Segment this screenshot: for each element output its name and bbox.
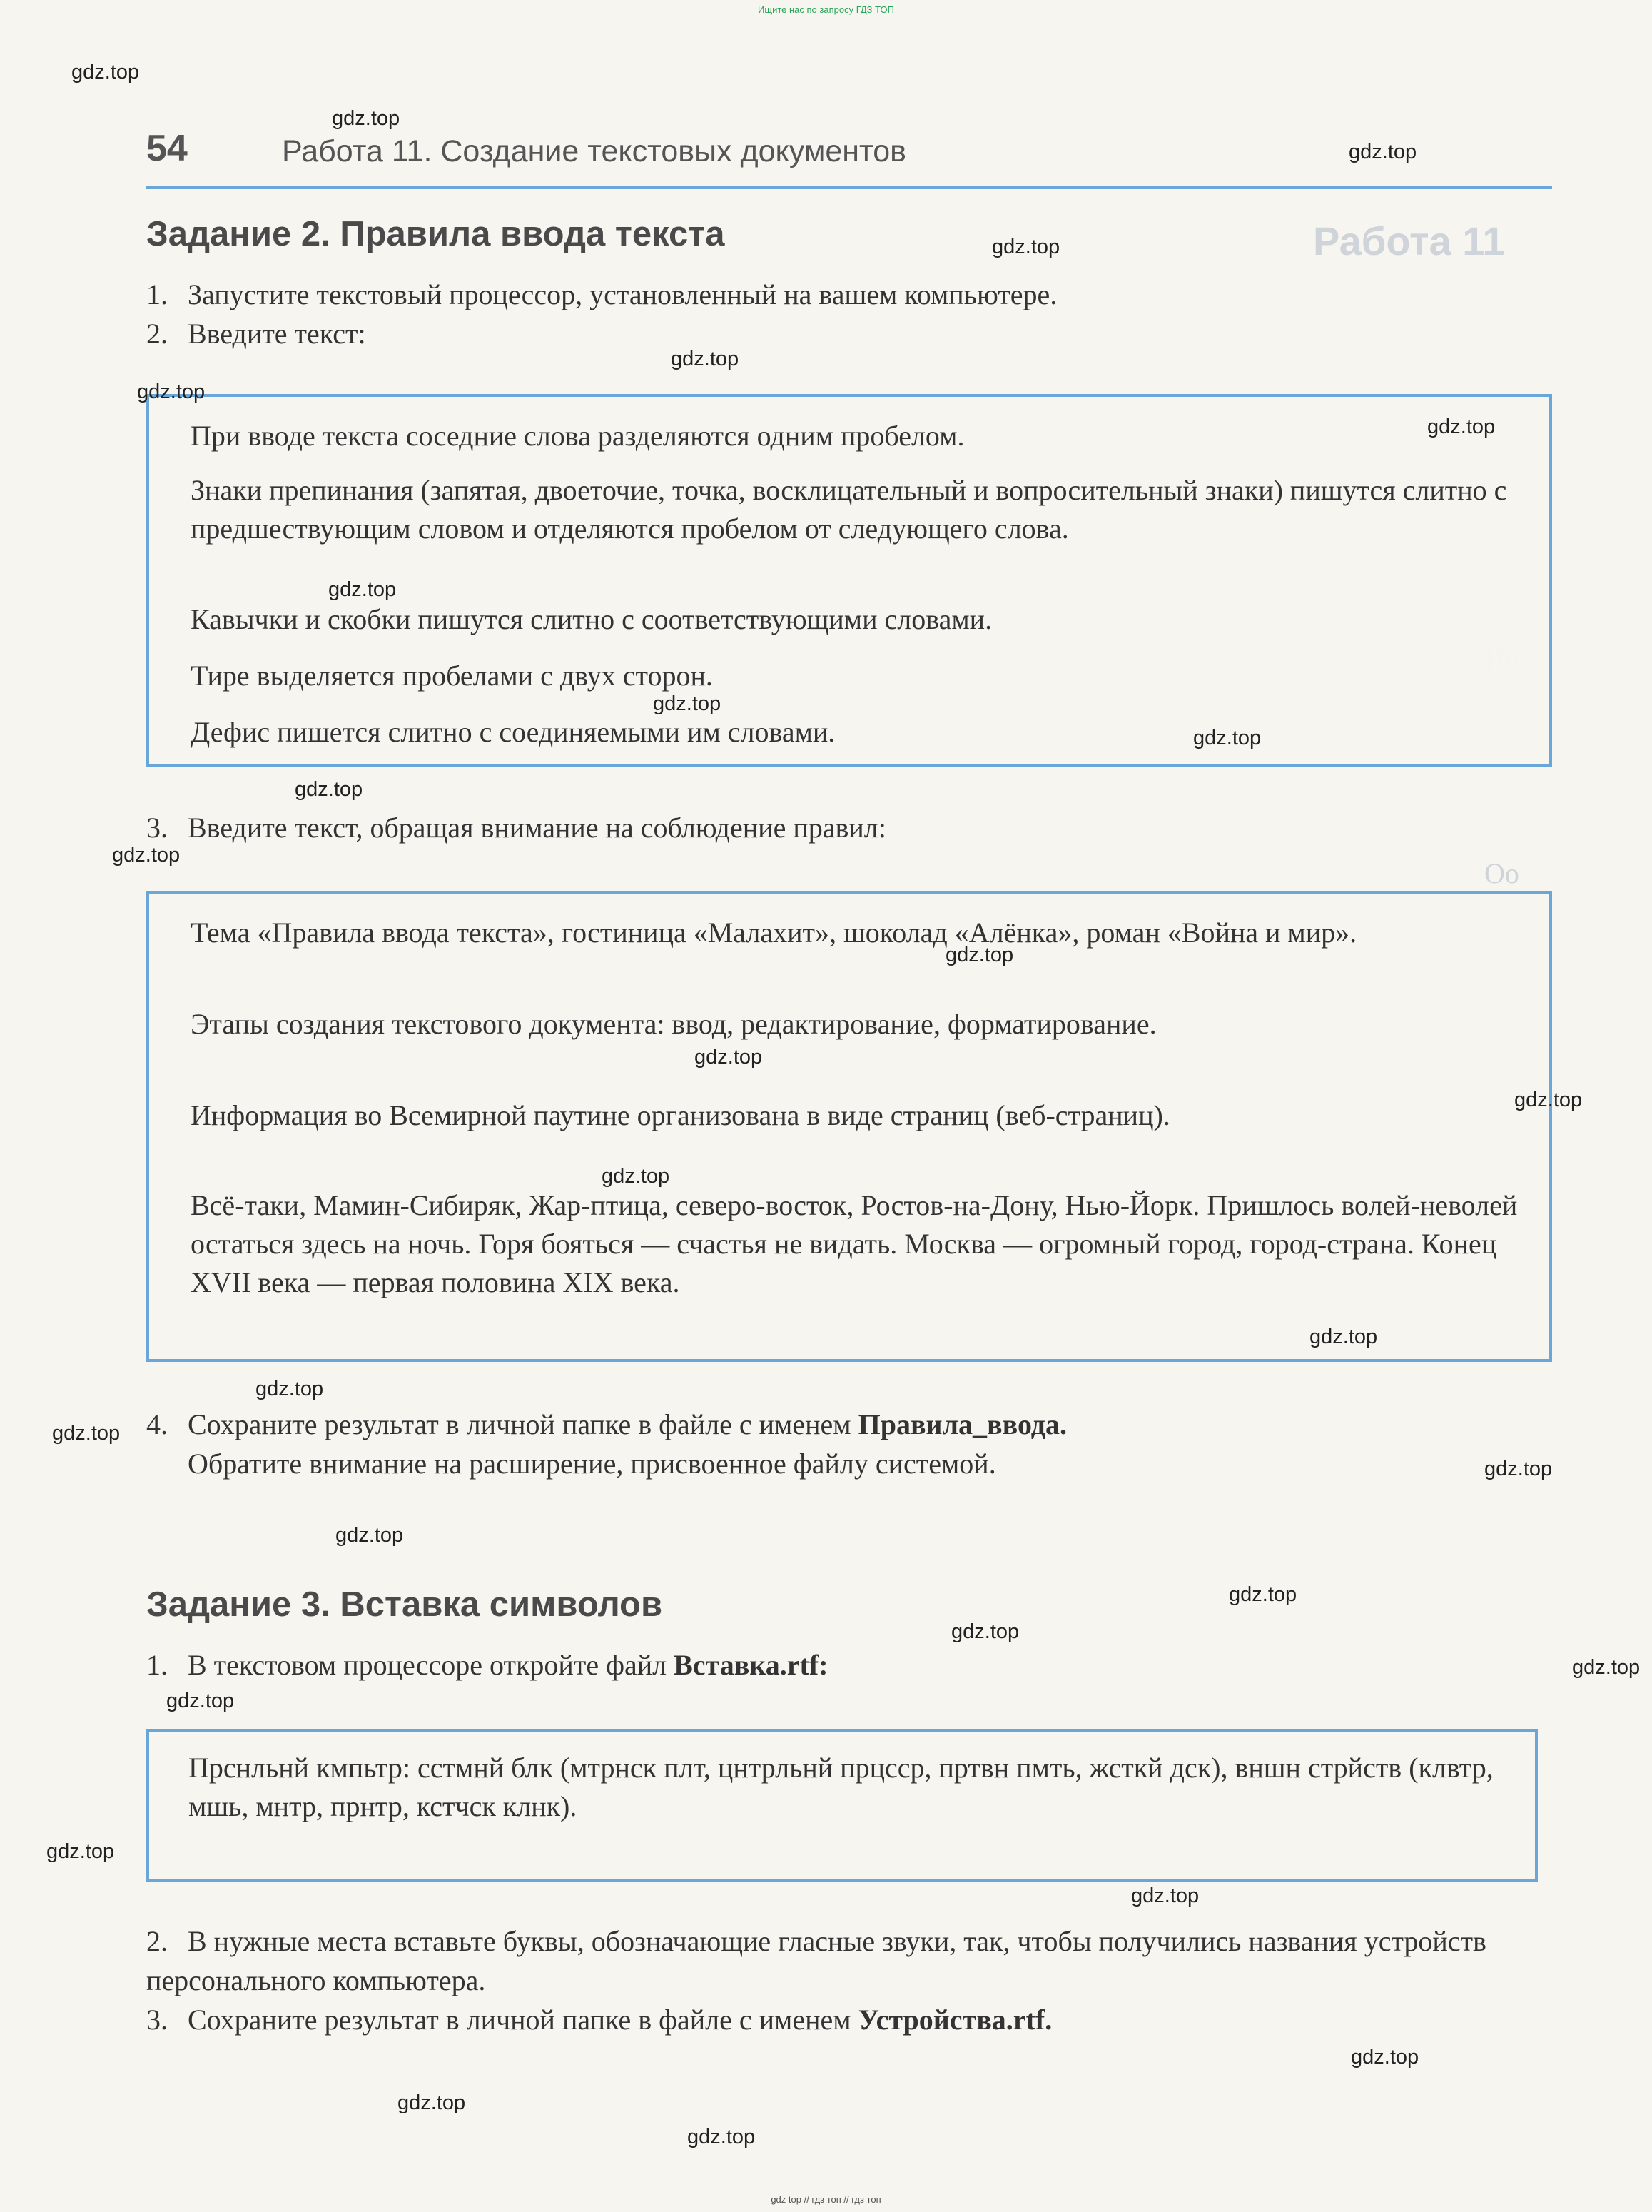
watermark: gdz.top bbox=[295, 778, 363, 801]
practice-paragraph: Всё-таки, Мамин-Сибиряк, Жар-птица, северо-восток, Ростов-на-Дону, Нью-Йорк. Пришлось волей-неволей остаться здесь на ночь. Горя бояться — счастья не видать. Москва — огромный город, город-страна. Конец XVII века — первая половина XIX века. bbox=[191, 1189, 1518, 1298]
task3-step2 bbox=[146, 1921, 1552, 2000]
watermark: gdz.top bbox=[687, 2126, 756, 2148]
bottom-note: gdz top // гдз топ // гдз топ bbox=[771, 2194, 881, 2205]
step-number: 1. bbox=[146, 1649, 168, 1681]
watermark: gdz.top bbox=[332, 107, 400, 130]
watermark: gdz.top bbox=[602, 1165, 670, 1188]
watermark: gdz.top bbox=[46, 1840, 115, 1863]
watermark: gdz.top bbox=[1309, 1325, 1378, 1348]
task3-step1 bbox=[146, 1645, 1552, 1685]
step-text: В нужные места вставьте буквы, обозначающие гласные звуки, так, чтобы получились названия устройств персонального компьютера. bbox=[146, 1925, 1486, 1996]
watermark: gdz.top bbox=[137, 380, 206, 403]
watermark: gdz.top bbox=[328, 578, 397, 601]
rule-paragraph: Тире выделяется пробелами с двух сторон. bbox=[191, 660, 713, 692]
task2-step4 bbox=[146, 1405, 1552, 1483]
watermark: gdz.top bbox=[992, 236, 1060, 258]
practice-paragraph: Тема «Правила ввода текста», гостиница «Малахит», шоколад «Алёнка», роман «Война и мир». bbox=[191, 916, 1357, 949]
step-text: Введите текст, обращая внимание на соблюдение правил: bbox=[188, 812, 886, 844]
rule-paragraph: При вводе текста соседние слова разделяются одним пробелом. bbox=[191, 420, 965, 452]
page-number: 54 bbox=[146, 128, 188, 169]
watermark: gdz.top bbox=[52, 1422, 121, 1445]
practice-paragraph: Информация во Всемирной паутине организована в виде страниц (веб-страниц). bbox=[191, 1099, 1170, 1131]
top-note: Ищите нас по запросу ГДЗ ТОП bbox=[758, 4, 894, 15]
task2-step3 bbox=[146, 808, 1552, 847]
watermark: gdz.top bbox=[1351, 2046, 1419, 2069]
step-number: 3. bbox=[146, 2004, 168, 2036]
watermark: gdz.top bbox=[1484, 1458, 1553, 1480]
watermark: gdz.top bbox=[1193, 727, 1262, 749]
step-text: Запустите текстовый процессор, установленный на вашем компьютере. bbox=[188, 278, 1058, 310]
step-text: Сохраните результат в личной папке в файле с именем bbox=[188, 2004, 858, 2036]
watermark: gdz.top bbox=[1229, 1583, 1297, 1606]
text-box-practice bbox=[146, 891, 1552, 1362]
watermark: gdz.top bbox=[1349, 141, 1417, 163]
watermark: gdz.top bbox=[946, 944, 1014, 966]
watermark: gdz.top bbox=[335, 1524, 404, 1547]
watermark: gdz.top bbox=[653, 692, 721, 715]
watermark: gdz.top bbox=[1131, 1884, 1200, 1907]
step-number: 4. bbox=[146, 1408, 168, 1440]
task2-step2 bbox=[146, 314, 1552, 353]
rule-paragraph: Знаки препинания (запятая, двоеточие, точка, восклицательный и вопросительный знаки) пишутся слитно с предшествующим словом и отделяются пробелом от следующего слова. bbox=[191, 474, 1507, 545]
watermark: gdz.top bbox=[1427, 415, 1496, 438]
step-number: 2. bbox=[146, 1925, 168, 1957]
task2-title: Задание 2. Правила ввода текста bbox=[146, 215, 725, 253]
watermark: gdz.top bbox=[255, 1378, 324, 1400]
filename: Устройства.rtf. bbox=[858, 2004, 1053, 2036]
step-number: 1. bbox=[146, 278, 168, 310]
watermark: gdz.top bbox=[71, 61, 140, 84]
running-title: Работа 11. Создание текстовых документов bbox=[282, 134, 907, 168]
task2-step1 bbox=[146, 275, 1552, 314]
watermark: gdz.top bbox=[694, 1046, 763, 1069]
show-through-text: Работа 11 bbox=[1313, 218, 1505, 263]
text-box-vowelless bbox=[146, 1729, 1538, 1882]
watermark: gdz.top bbox=[1514, 1089, 1583, 1111]
rule-paragraph: Кавычки и скобки пишутся слитно с соответствующими словами. bbox=[191, 603, 993, 635]
watermark: gdz.top bbox=[166, 1690, 235, 1712]
step-number: 3. bbox=[146, 812, 168, 844]
practice-paragraph: Этапы создания текстового документа: ввод, редактирование, форматирование. bbox=[191, 1008, 1157, 1040]
show-through-text: Оо bbox=[1484, 857, 1519, 889]
filename: Вставка.rtf: bbox=[674, 1649, 828, 1681]
watermark: gdz.top bbox=[671, 348, 739, 370]
step-text: Обратите внимание на расширение, присвоенное файлу системой. bbox=[188, 1448, 996, 1480]
filename: Правила_ввода. bbox=[858, 1408, 1068, 1440]
header-rule bbox=[146, 186, 1552, 189]
watermark: gdz.top bbox=[397, 2091, 466, 2114]
step-text: В текстовом процессоре откройте файл bbox=[188, 1649, 674, 1681]
task3-step3 bbox=[146, 2000, 1552, 2039]
vowelless-paragraph: Прснльнй кмпьтр: сстмнй блк (мтрнск плт, цнтрльнй прцсср, пртвн пмть, жсткй дск), вншн стрйств (клвтр, мшь, мнтр, прнтр, кстчск клнк). bbox=[188, 1752, 1494, 1822]
watermark: gdz.top bbox=[112, 844, 181, 867]
watermark: gdz.top bbox=[1572, 1656, 1641, 1679]
rule-paragraph: Дефис пишется слитно с соединяемыми им словами. bbox=[191, 716, 836, 748]
watermark: gdz.top bbox=[951, 1620, 1020, 1643]
task3-title: Задание 3. Вставка символов bbox=[146, 1585, 663, 1624]
step-text: Сохраните результат в личной папке в файле с именем bbox=[188, 1408, 858, 1440]
step-number: 2. bbox=[146, 318, 168, 350]
step-text: Введите текст: bbox=[188, 318, 366, 350]
